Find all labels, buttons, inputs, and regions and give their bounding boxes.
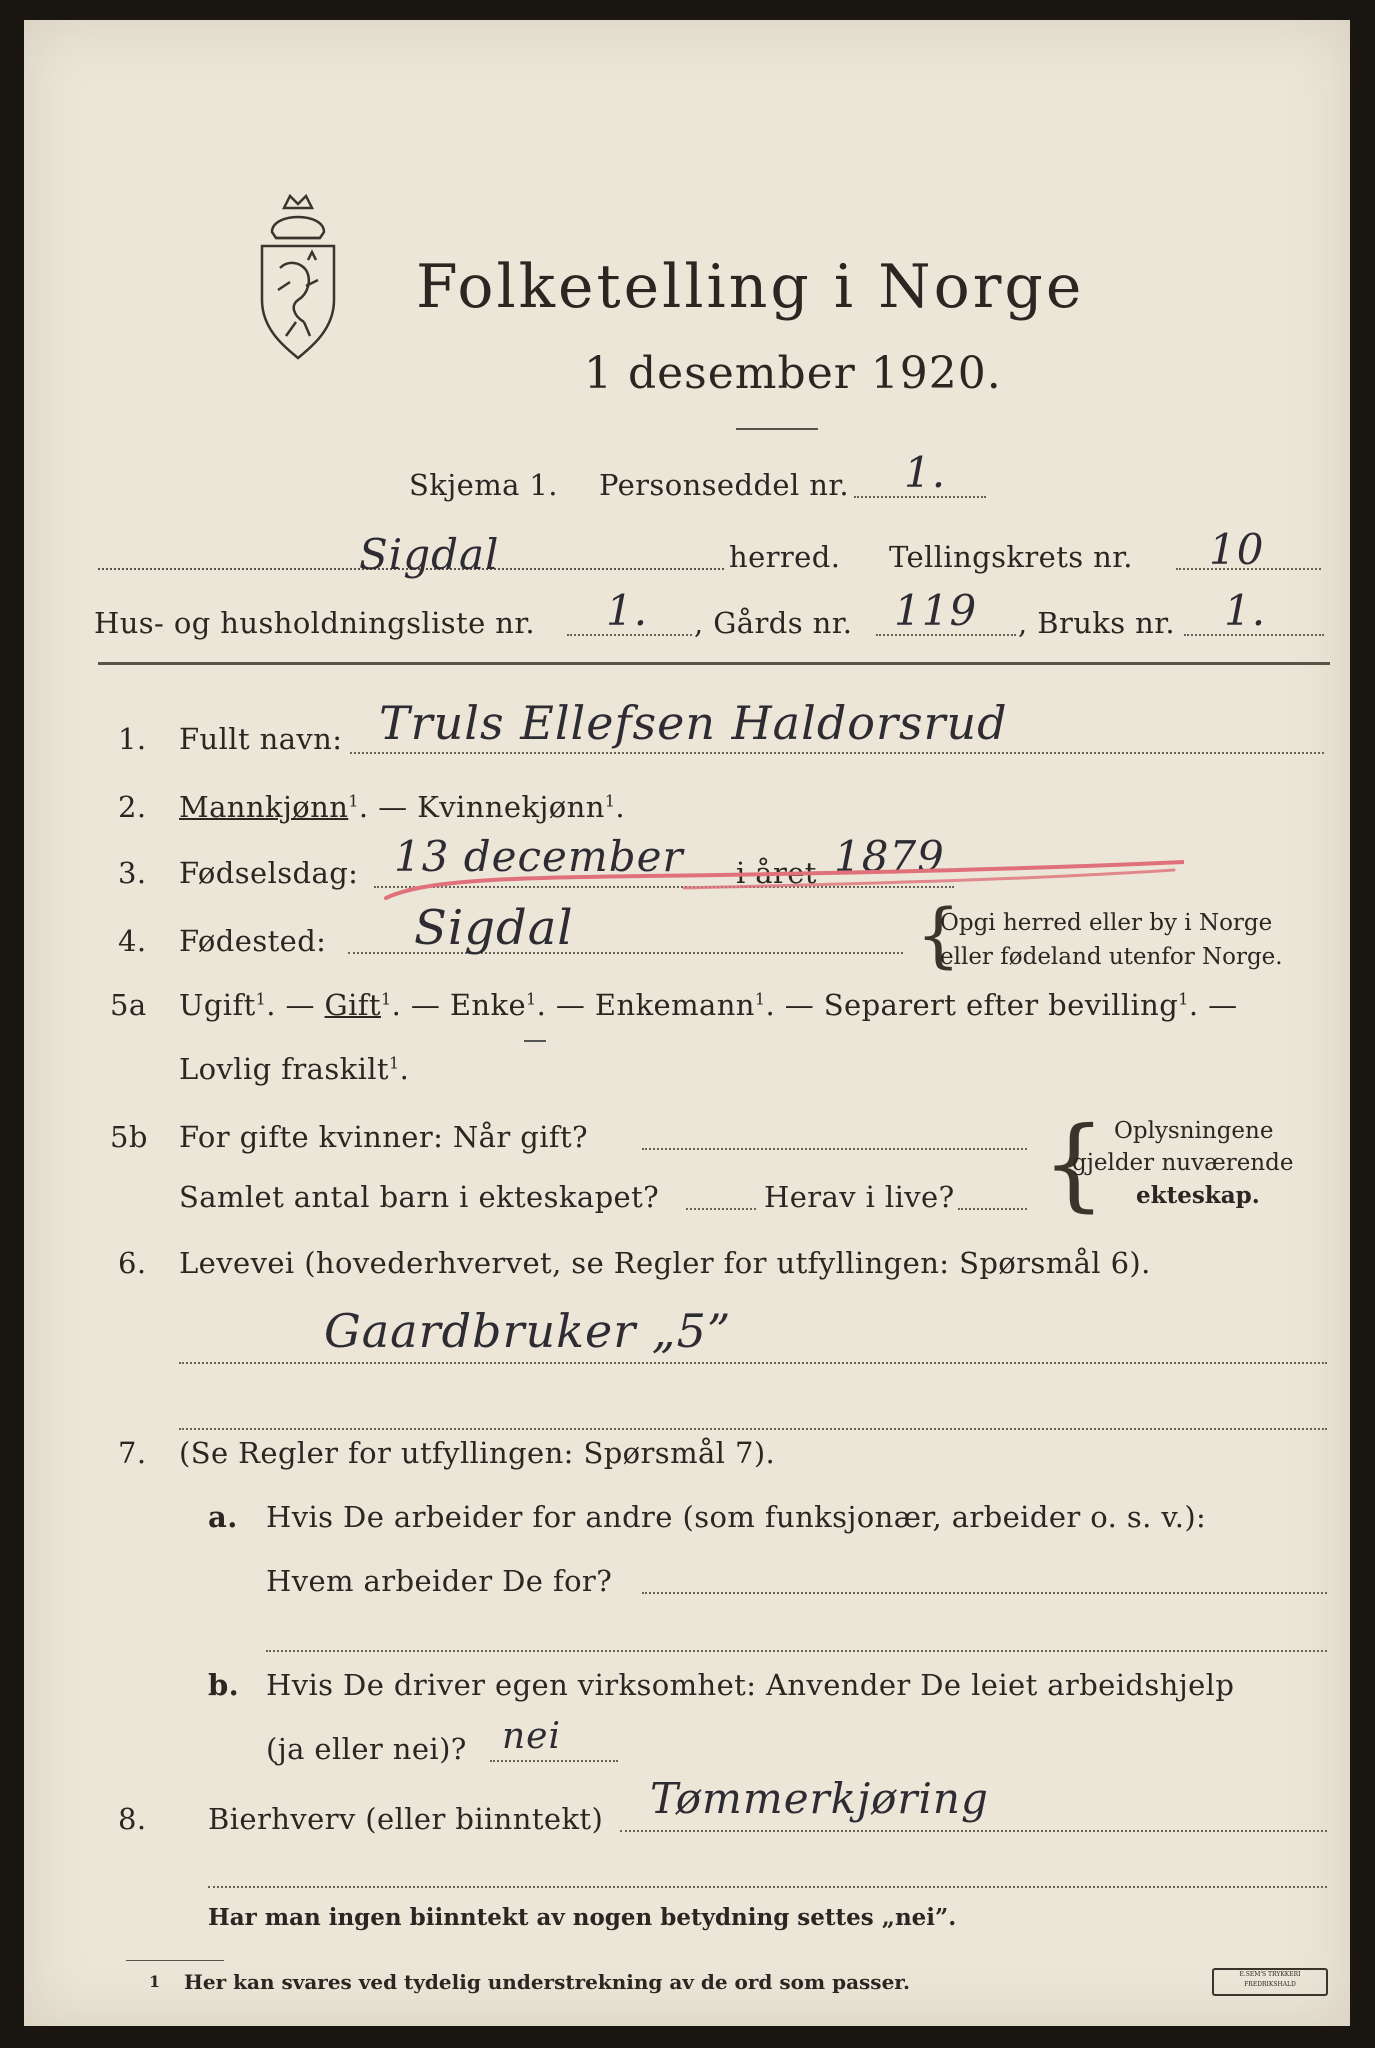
q7b-value: nei bbox=[502, 1716, 562, 1757]
q1-value: Truls Ellefsen Haldorsrud bbox=[379, 696, 1008, 750]
q7b-line2: (ja eller nei)? bbox=[266, 1732, 467, 1766]
title-divider bbox=[736, 428, 818, 430]
q5b-line2a-dots bbox=[686, 1208, 756, 1210]
q7a-line1: Hvis De arbeider for andre (som funksjonær, arbeider o. s. v.): bbox=[266, 1500, 1207, 1534]
q8-line bbox=[620, 1830, 1327, 1832]
q5a-option-gift: Gift bbox=[324, 988, 381, 1022]
q8-extra-line bbox=[208, 1886, 1327, 1888]
q1-line bbox=[350, 752, 1324, 754]
q2-option-female: Kvinnekjønn bbox=[417, 790, 605, 824]
q8-number: 8. bbox=[118, 1802, 147, 1836]
q5b-line2a: Samlet antal barn i ekteskapet? bbox=[179, 1180, 660, 1214]
q7a-extra-line bbox=[266, 1650, 1327, 1652]
q7a-line2: Hvem arbeider De for? bbox=[266, 1564, 613, 1598]
q7a-letter: a. bbox=[208, 1500, 238, 1534]
q5b-note3: ekteskap. bbox=[1136, 1182, 1260, 1209]
footnote-rule bbox=[126, 1960, 224, 1961]
q6-value: Gaardbruker „5” bbox=[324, 1304, 732, 1358]
q4-note-line2: eller fødeland utenfor Norge. bbox=[940, 944, 1283, 970]
pencil-dash bbox=[524, 1040, 546, 1042]
gards-label: , Gårds nr. bbox=[694, 606, 853, 640]
q4-number: 4. bbox=[118, 924, 147, 958]
tellingskrets-value: 10 bbox=[1209, 525, 1265, 574]
q8-value: Tømmerkjøring bbox=[650, 1774, 989, 1823]
footnote-number: 1 bbox=[149, 1972, 161, 1991]
q1-label: Fullt navn: bbox=[179, 722, 343, 756]
personseddel-value: 1. bbox=[904, 448, 947, 497]
skjema-label: Skjema 1. bbox=[409, 468, 558, 502]
q7b-letter: b. bbox=[208, 1668, 240, 1702]
census-form-page bbox=[24, 20, 1350, 2026]
q7b-line2-dots bbox=[490, 1760, 618, 1762]
hus-label: Hus- og husholdningsliste nr. bbox=[94, 606, 536, 640]
q1-number: 1. bbox=[118, 722, 147, 756]
q5a-number: 5a bbox=[110, 988, 147, 1022]
q7-number: 7. bbox=[118, 1436, 147, 1470]
coat-of-arms-icon bbox=[250, 190, 346, 365]
q5b-line1-dots bbox=[642, 1148, 1027, 1150]
q7b-line1: Hvis De driver egen virksomhet: Anvender De leiet arbeidshjelp bbox=[266, 1668, 1235, 1702]
q2-option-male: Mannkjønn bbox=[179, 790, 349, 824]
q5b-note-brace: { bbox=[1042, 1105, 1106, 1222]
q4-value: Sigdal bbox=[414, 900, 574, 956]
q5a-fraskilt: Lovlig fraskilt$^1$. bbox=[179, 1052, 410, 1086]
q5b-number: 5b bbox=[110, 1120, 148, 1154]
q5b-line1: For gifte kvinner: Når gift? bbox=[179, 1120, 589, 1154]
printer-mark: E.SEM'S TRYKKERI FREDRIKSHALD bbox=[1212, 1968, 1328, 1996]
form-subtitle: 1 desember 1920. bbox=[584, 348, 1002, 399]
q3-value: 13 december bbox=[394, 832, 684, 881]
q5b-line2b-dots bbox=[958, 1208, 1027, 1210]
bruks-label: , Bruks nr. bbox=[1018, 606, 1175, 640]
q5b-line2b: Herav i live? bbox=[764, 1180, 955, 1214]
header-rule bbox=[98, 662, 1330, 665]
q8-label: Bierhverv (eller biinntekt) bbox=[208, 1802, 604, 1836]
hus-value: 1. bbox=[606, 586, 649, 635]
q7a-line2-dots bbox=[642, 1592, 1327, 1594]
q5b-note1: Oplysningene bbox=[1114, 1118, 1274, 1144]
q2-number: 2. bbox=[118, 790, 147, 824]
form-title: Folketelling i Norge bbox=[416, 252, 1085, 322]
q6-line1 bbox=[179, 1362, 1327, 1364]
q3-number: 3. bbox=[118, 856, 147, 890]
herred-label: herred. bbox=[729, 540, 841, 574]
herred-value: Sigdal bbox=[359, 530, 500, 579]
q2-options: Mannkjønn$^1$. — Kvinnekjønn$^1$. bbox=[179, 790, 626, 824]
q4-note-line1: Opgi herred eller by i Norge bbox=[940, 910, 1273, 936]
q7-label: (Se Regler for utfyllingen: Spørsmål 7). bbox=[179, 1436, 776, 1470]
bruks-value: 1. bbox=[1224, 586, 1267, 635]
nei-note: Har man ingen biinntekt av nogen betydning settes „nei”. bbox=[208, 1904, 957, 1931]
footnote-text: Her kan svares ved tydelig understrekning av de ord som passer. bbox=[184, 1970, 910, 1994]
q6-label: Levevei (hovederhvervet, se Regler for utfyllingen: Spørsmål 6). bbox=[179, 1246, 1151, 1280]
q6-number: 6. bbox=[118, 1246, 147, 1280]
q5a-options: Ugift$^1$. — Gift$^1$. — Enke$^1$. — Enkemann$^1$. — Separert efter bevilling$^1$. — bbox=[179, 988, 1238, 1022]
q4-note-brace: { bbox=[916, 894, 961, 976]
gards-value: 119 bbox=[894, 586, 978, 635]
personseddel-label: Personseddel nr. bbox=[599, 468, 850, 502]
tellingskrets-label: Tellingskrets nr. bbox=[889, 540, 1133, 574]
q3-year-value: 1879 bbox=[834, 832, 945, 881]
q5b-note2: gjelder nuværende bbox=[1072, 1150, 1294, 1176]
q3-label: Fødselsdag: bbox=[179, 856, 359, 890]
q3-year-label: i året bbox=[736, 856, 817, 890]
q4-label: Fødested: bbox=[179, 924, 327, 958]
q6-line2 bbox=[179, 1428, 1327, 1430]
